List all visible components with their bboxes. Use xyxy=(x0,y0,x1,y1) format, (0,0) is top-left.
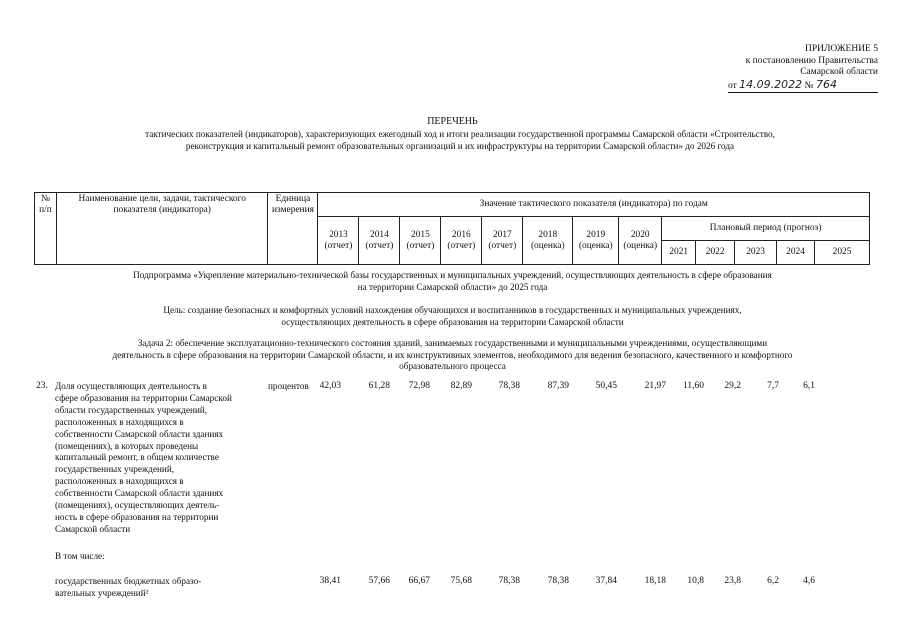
value-cell: 23,8 xyxy=(724,576,741,586)
header-plan-2022: 2022 xyxy=(696,241,735,265)
goal-text: Цель: создание безопасных и комфортных условий нахождения обучающихся и воспитанников в государственных и муниципальных учреждениях, осуществляющих деятельность в сфере образования на территории Самарской области xyxy=(163,305,742,327)
value-cell: 10,8 xyxy=(687,576,704,586)
subtitle-line1: тактических показателей (индикаторов), характеризующих ежегодный ход и итоги реализации государственной программы Самарской области «Строительство, xyxy=(145,129,775,139)
header-year-2019: 2019 (оценка) xyxy=(573,217,619,265)
value-cell: 6,2 xyxy=(767,576,779,586)
header-plan-2024: 2024 xyxy=(777,241,815,265)
including-label: В том числе: xyxy=(55,551,105,561)
value-cell: 7,7 xyxy=(767,381,779,391)
value-cell: 37,84 xyxy=(595,576,617,586)
sub-row-description: государственных бюджетных образо- вательных учреждений² xyxy=(55,576,202,598)
appendix-line1: к постановлению Правительства xyxy=(745,55,878,66)
header-year-2020: 2020 (оценка) xyxy=(619,217,662,265)
header-num: № п/п xyxy=(35,193,57,265)
value-cell: 72,98 xyxy=(408,381,430,391)
value-cell: 78,38 xyxy=(498,576,520,586)
value-cell: 38,41 xyxy=(319,576,341,586)
appendix-signature-line xyxy=(728,79,878,94)
value-cell: 75,68 xyxy=(450,576,472,586)
value-cell: 82,89 xyxy=(450,381,472,391)
value-cell: 18,18 xyxy=(644,576,666,586)
header-unit: Единица измерения xyxy=(268,193,318,265)
page-title: ПЕРЕЧЕНЬ xyxy=(427,116,478,127)
row-description: Доля осуществляющих деятельность в сфере образования на территории Самарской области государственных учреждений, расположенных в находящихся в собственности Самарской области зданиях (помещениях), в которых проведены капитальный ремонт, в общем количестве государственных учреждений, расположенных в находящихся в собственности Самарской области зданиях (помещениях), осуществляющих деятель- ность в сфере образования на территории Самарской области xyxy=(55,381,232,534)
row-unit: процентов xyxy=(268,381,309,391)
handwritten-date: 14.09.2022 xyxy=(739,77,803,91)
value-cell: 78,38 xyxy=(547,576,569,586)
page-subtitle xyxy=(80,128,840,152)
header-plan: Плановый период (прогноз) xyxy=(662,217,870,241)
appendix-line2: Самарской области xyxy=(800,67,878,77)
header-year-2013: 2013 (отчет) xyxy=(318,217,359,265)
appendix-block xyxy=(728,44,878,93)
value-cell: 29,2 xyxy=(724,381,741,391)
value-cell: 78,38 xyxy=(498,381,520,391)
value-cell: 87,39 xyxy=(547,381,569,391)
value-cell: 61,28 xyxy=(368,381,390,391)
indicators-header-table xyxy=(34,192,870,265)
value-cell: 11,60 xyxy=(682,381,704,391)
value-cell: 50,45 xyxy=(595,381,617,391)
header-plan-2021: 2021 xyxy=(662,241,696,265)
number-prefix: № xyxy=(804,80,814,91)
subtitle-line2: реконструкция и капитальный ремонт образовательных организаций и их инфраструктуры на территории Самарской области» до 2026 года xyxy=(185,141,735,151)
header-year-2017: 2017 (отчет) xyxy=(482,217,523,265)
date-prefix: от xyxy=(728,80,737,91)
handwritten-number: 764 xyxy=(815,77,837,91)
task-text: Задача 2: обеспечение эксплуатационно-технического состояния зданий, занимаемых государственными и муниципальными учреждениями, осуществляющими деятельность в сфере образования на территории Самарской области, и их конструктивных элементов, необходимого для ведения безопасного, качественного и комфортного образовательного процесса xyxy=(112,338,793,371)
header-values: Значение тактического показателя (индикатора) по годам xyxy=(318,193,870,217)
appendix-title: ПРИЛОЖЕНИЕ 5 xyxy=(804,44,878,54)
header-year-2018: 2018 (оценка) xyxy=(523,217,573,265)
header-name: Наименование цели, задачи, тактического показателя (индикатора) xyxy=(56,193,268,265)
row-number: 23. xyxy=(36,381,48,391)
value-cell: 6,1 xyxy=(803,381,815,391)
value-cell: 21,97 xyxy=(644,381,666,391)
value-cell: 57,66 xyxy=(368,576,390,586)
header-year-2015: 2015 (отчет) xyxy=(400,217,441,265)
value-cell: 66,67 xyxy=(408,576,430,586)
header-plan-2025: 2025 xyxy=(815,241,870,265)
value-cell: 42,03 xyxy=(319,381,341,391)
header-year-2016: 2016 (отчет) xyxy=(441,217,482,265)
subprogram-title: Подпрограмма «Укрепление материально-технической базы государственных и муниципальных учреждений, осуществляющих деятельность в сфере образования на территории Самарской области» до 2025 года xyxy=(133,270,772,292)
header-year-2014: 2014 (отчет) xyxy=(359,217,400,265)
value-cell: 4,6 xyxy=(803,576,815,586)
header-plan-2023: 2023 xyxy=(735,241,777,265)
